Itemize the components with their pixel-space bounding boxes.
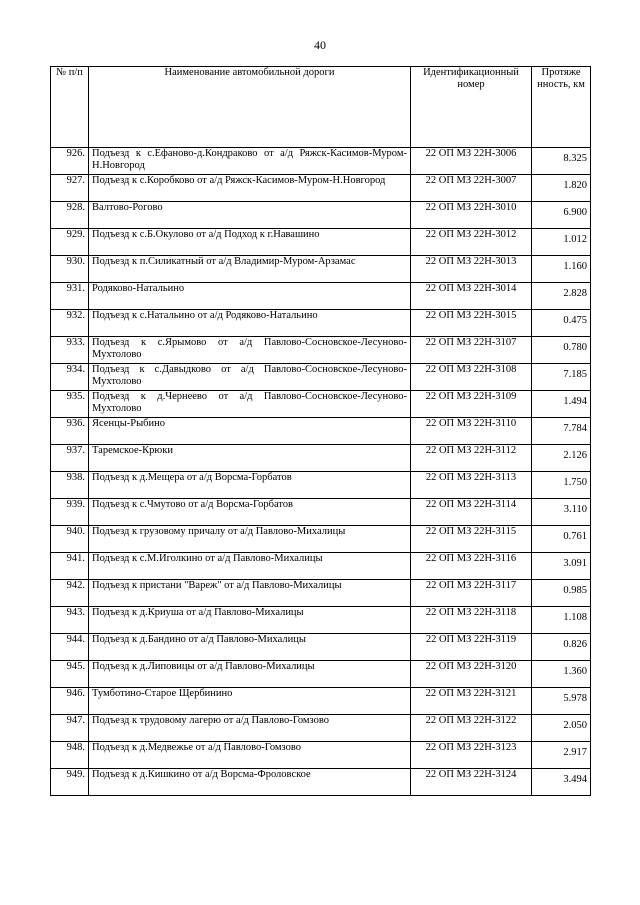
- road-length-cell: [532, 499, 591, 526]
- road-length: 2.126: [563, 450, 587, 461]
- table-row: [51, 202, 591, 229]
- table-row: [51, 283, 591, 310]
- road-id: 22 ОП МЗ 22Н-3110: [411, 418, 532, 445]
- row-number: 931.: [51, 283, 89, 310]
- road-name: Подъезд к д.Липовицы от а/д Павлово-Михалицы: [89, 661, 411, 688]
- table-row: [51, 526, 591, 553]
- page-number: 40: [314, 38, 326, 52]
- road-length: 2.828: [563, 288, 587, 299]
- road-id: 22 ОП МЗ 22Н-3118: [411, 607, 532, 634]
- road-length: 3.091: [563, 558, 587, 569]
- road-length: 7.185: [563, 369, 587, 380]
- row-number: 947.: [51, 715, 89, 742]
- road-length: 1.108: [563, 612, 587, 623]
- table-row: [51, 688, 591, 715]
- road-length-cell: [532, 175, 591, 202]
- road-id: 22 ОП МЗ 22Н-3114: [411, 499, 532, 526]
- row-number: 930.: [51, 256, 89, 283]
- road-length: 0.780: [563, 342, 587, 353]
- road-name: Родяково-Натальино: [89, 283, 411, 310]
- road-length-cell: [532, 688, 591, 715]
- road-length-cell: [532, 364, 591, 391]
- road-id: 22 ОП МЗ 22Н-3007: [411, 175, 532, 202]
- road-length: 0.985: [563, 585, 587, 596]
- road-length-cell: [532, 256, 591, 283]
- road-length: 1.820: [563, 180, 587, 191]
- road-id: 22 ОП МЗ 22Н-3109: [411, 391, 532, 418]
- road-name: Подъезд к д.Криуша от а/д Павлово-Михалицы: [89, 607, 411, 634]
- road-id: 22 ОП МЗ 22Н-3107: [411, 337, 532, 364]
- road-length: 0.761: [563, 531, 587, 542]
- road-name: Подъезд к с.Ефаново-д.Кондраково от а/д Ряжск-Касимов-Муром-Н.Новгород: [89, 148, 411, 175]
- road-length-cell: [532, 607, 591, 634]
- road-length: 3.110: [563, 504, 587, 515]
- row-number: 937.: [51, 445, 89, 472]
- road-name: Таремское-Крюки: [89, 445, 411, 472]
- road-length-cell: [532, 769, 591, 796]
- row-number: 935.: [51, 391, 89, 418]
- row-number: 944.: [51, 634, 89, 661]
- road-id: 22 ОП МЗ 22Н-3122: [411, 715, 532, 742]
- table-row: [51, 445, 591, 472]
- header-id: Идентификационный номер: [411, 67, 532, 148]
- road-length: 1.750: [563, 477, 587, 488]
- table-row: [51, 310, 591, 337]
- road-name: Подъезд к с.Натальино от а/д Родяково-Натальино: [89, 310, 411, 337]
- road-length-cell: [532, 418, 591, 445]
- road-length-cell: [532, 634, 591, 661]
- road-id: 22 ОП МЗ 22Н-3010: [411, 202, 532, 229]
- road-length-cell: [532, 472, 591, 499]
- road-id: 22 ОП МЗ 22Н-3124: [411, 769, 532, 796]
- row-number: 945.: [51, 661, 89, 688]
- roads-table: [50, 66, 591, 796]
- road-length: 1.360: [563, 666, 587, 677]
- road-length: 3.494: [563, 774, 587, 785]
- road-name: Подъезд к с.Ярымово от а/д Павлово-Сосновское-Лесуново-Мухтолово: [89, 337, 411, 364]
- road-id: 22 ОП МЗ 22Н-3123: [411, 742, 532, 769]
- table-header-row: [51, 67, 591, 148]
- road-length: 2.917: [563, 747, 587, 758]
- road-id: 22 ОП МЗ 22Н-3112: [411, 445, 532, 472]
- road-length: 1.160: [563, 261, 587, 272]
- road-name: Подъезд к д.Бандино от а/д Павлово-Михалицы: [89, 634, 411, 661]
- road-length: 7.784: [563, 423, 587, 434]
- road-name: Подъезд к с.М.Иголкино от а/д Павлово-Михалицы: [89, 553, 411, 580]
- road-length: 1.012: [563, 234, 587, 245]
- road-name: Подъезд к с.Чмутово от а/д Ворсма-Горбатов: [89, 499, 411, 526]
- table-row: [51, 472, 591, 499]
- header-name: Наименование автомобильной дороги: [89, 67, 411, 148]
- row-number: 938.: [51, 472, 89, 499]
- road-length-cell: [532, 337, 591, 364]
- road-id: 22 ОП МЗ 22Н-3117: [411, 580, 532, 607]
- table-row: [51, 715, 591, 742]
- road-id: 22 ОП МЗ 22Н-3113: [411, 472, 532, 499]
- row-number: 946.: [51, 688, 89, 715]
- road-length-cell: [532, 445, 591, 472]
- road-name: Подъезд к пристани "Вареж" от а/д Павлово-Михалицы: [89, 580, 411, 607]
- road-length-cell: [532, 310, 591, 337]
- road-length: 0.475: [563, 315, 587, 326]
- row-number: 943.: [51, 607, 89, 634]
- road-length: 2.050: [563, 720, 587, 731]
- table-row: [51, 661, 591, 688]
- road-name: Подъезд к д.Медвежье от а/д Павлово-Гомзово: [89, 742, 411, 769]
- row-number: 936.: [51, 418, 89, 445]
- road-id: 22 ОП МЗ 22Н-3120: [411, 661, 532, 688]
- road-name: Подъезд к д.Мещера от а/д Ворсма-Горбатов: [89, 472, 411, 499]
- road-length-cell: [532, 553, 591, 580]
- road-id: 22 ОП МЗ 22Н-3012: [411, 229, 532, 256]
- road-length-cell: [532, 715, 591, 742]
- road-name: Подъезд к грузовому причалу от а/д Павлово-Михалицы: [89, 526, 411, 553]
- row-number: 926.: [51, 148, 89, 175]
- road-name: Подъезд к д.Чернеево от а/д Павлово-Сосновское-Лесуново-Мухтолово: [89, 391, 411, 418]
- road-name: Валтово-Рогово: [89, 202, 411, 229]
- road-length-cell: [532, 526, 591, 553]
- header-num: № п/п: [51, 67, 89, 148]
- road-length-cell: [532, 148, 591, 175]
- road-name: Подъезд к с.Коробково от а/д Ряжск-Касимов-Муром-Н.Новгород: [89, 175, 411, 202]
- road-length: 8.325: [563, 153, 587, 164]
- road-length: 1.494: [563, 396, 587, 407]
- road-id: 22 ОП МЗ 22Н-3121: [411, 688, 532, 715]
- road-name: Подъезд к с.Б.Окулово от а/д Подход к г.Навашино: [89, 229, 411, 256]
- row-number: 949.: [51, 769, 89, 796]
- table-row: [51, 580, 591, 607]
- table-row: [51, 148, 591, 175]
- road-id: 22 ОП МЗ 22Н-3014: [411, 283, 532, 310]
- road-length: 5.978: [563, 693, 587, 704]
- road-name: Подъезд к п.Силикатный от а/д Владимир-Муром-Арзамас: [89, 256, 411, 283]
- road-length-cell: [532, 391, 591, 418]
- table-row: [51, 364, 591, 391]
- table-row: [51, 634, 591, 661]
- row-number: 927.: [51, 175, 89, 202]
- row-number: 941.: [51, 553, 89, 580]
- road-name: Подъезд к трудовому лагерю от а/д Павлово-Гомзово: [89, 715, 411, 742]
- row-number: 934.: [51, 364, 89, 391]
- table-row: [51, 418, 591, 445]
- road-name: Подъезд к с.Давыдково от а/д Павлово-Сосновское-Лесуново-Мухтолово: [89, 364, 411, 391]
- row-number: 942.: [51, 580, 89, 607]
- road-length: 0.826: [563, 639, 587, 650]
- road-name: Ясенцы-Рыбино: [89, 418, 411, 445]
- road-name: Тумботино-Старое Щербинино: [89, 688, 411, 715]
- row-number: 940.: [51, 526, 89, 553]
- road-id: 22 ОП МЗ 22Н-3119: [411, 634, 532, 661]
- road-id: 22 ОП МЗ 22Н-3013: [411, 256, 532, 283]
- row-number: 928.: [51, 202, 89, 229]
- road-length-cell: [532, 661, 591, 688]
- table-row: [51, 607, 591, 634]
- table-row: [51, 553, 591, 580]
- table-row: [51, 391, 591, 418]
- table-row: [51, 499, 591, 526]
- row-number: 929.: [51, 229, 89, 256]
- table-row: [51, 337, 591, 364]
- row-number: 948.: [51, 742, 89, 769]
- header-length: Протяже нность, км: [532, 67, 591, 148]
- table-row: [51, 256, 591, 283]
- row-number: 939.: [51, 499, 89, 526]
- row-number: 933.: [51, 337, 89, 364]
- table-row: [51, 769, 591, 796]
- row-number: 932.: [51, 310, 89, 337]
- road-id: 22 ОП МЗ 22Н-3015: [411, 310, 532, 337]
- table-row: [51, 742, 591, 769]
- road-length-cell: [532, 742, 591, 769]
- table-row: [51, 229, 591, 256]
- road-length-cell: [532, 202, 591, 229]
- road-id: 22 ОП МЗ 22Н-3115: [411, 526, 532, 553]
- road-length-cell: [532, 580, 591, 607]
- road-length-cell: [532, 283, 591, 310]
- road-id: 22 ОП МЗ 22Н-3116: [411, 553, 532, 580]
- road-id: 22 ОП МЗ 22Н-3006: [411, 148, 532, 175]
- road-id: 22 ОП МЗ 22Н-3108: [411, 364, 532, 391]
- road-name: Подъезд к д.Кишкино от а/д Ворсма-Фроловское: [89, 769, 411, 796]
- road-length: 6.900: [563, 207, 587, 218]
- road-length-cell: [532, 229, 591, 256]
- table-row: [51, 175, 591, 202]
